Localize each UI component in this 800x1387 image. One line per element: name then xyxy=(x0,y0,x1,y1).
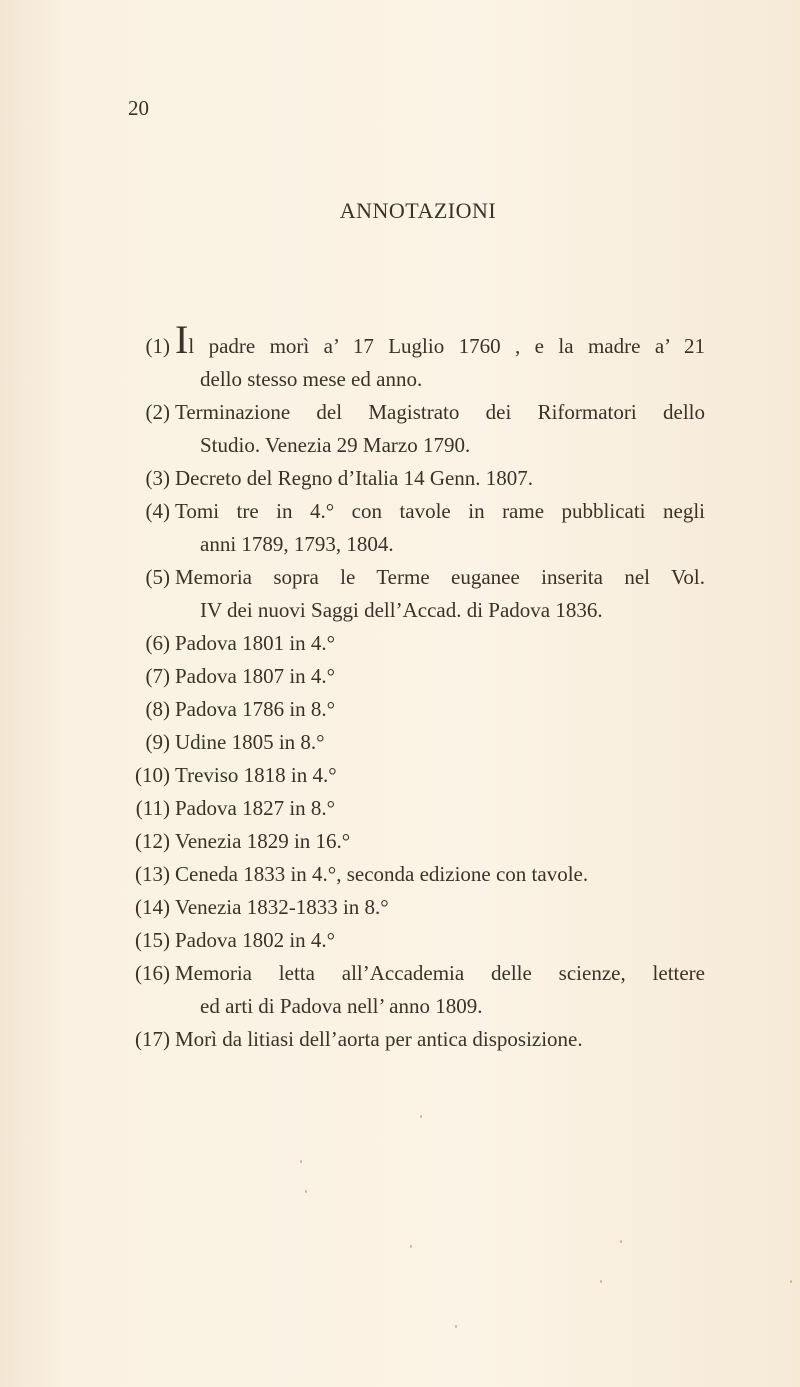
note-text: Udine 1805 in 8.° xyxy=(175,730,325,754)
note-text: Padova 1827 in 8.° xyxy=(175,796,336,820)
note-text-continuation: ed arti di Padova nell’ anno 1809. xyxy=(200,994,483,1018)
note-marker: (2) xyxy=(145,400,170,424)
note-marker: (6) xyxy=(145,631,170,655)
foxing-spot xyxy=(620,1240,622,1243)
note-marker: (11) xyxy=(135,796,170,820)
foxing-spot xyxy=(790,1280,792,1283)
note-text: Padova 1807 in 4.° xyxy=(175,664,336,688)
foxing-spot xyxy=(455,1325,457,1328)
note-marker: (3) xyxy=(145,466,170,490)
note-text: Decreto del Regno d’Italia 14 Genn. 1807. xyxy=(175,466,534,490)
note-marker: (13) xyxy=(135,862,170,886)
note-marker: (9) xyxy=(145,730,170,754)
page-number: 20 xyxy=(128,96,149,120)
note-text-body: l padre morì a’ 17 Luglio 1760 , e la madre a’ 21 xyxy=(188,334,705,358)
note-marker: (10) xyxy=(135,763,170,787)
note-text-continuation: anni 1789, 1793, 1804. xyxy=(200,532,394,556)
note-marker: (7) xyxy=(145,664,170,688)
note-text: Tomi tre in 4.° con tavole in rame pubblicati negli xyxy=(175,499,705,523)
foxing-spot xyxy=(305,1190,307,1193)
note-text: Padova 1802 in 4.° xyxy=(175,928,336,952)
foxing-spot xyxy=(600,1280,602,1283)
section-title: ANNOTAZIONI xyxy=(339,198,497,223)
note-text-continuation: IV dei nuovi Saggi dell’Accad. di Padova 1836. xyxy=(200,598,603,622)
foxing-spot xyxy=(410,1245,412,1248)
note-text xyxy=(175,317,705,363)
note-text: Morì da litiasi dell’aorta per antica disposizione. xyxy=(175,1027,583,1051)
note-marker: (14) xyxy=(135,895,170,919)
note-marker: (5) xyxy=(145,565,170,589)
note-marker: (4) xyxy=(145,499,170,523)
note-text: Ceneda 1833 in 4.°, seconda edizione con tavole. xyxy=(175,862,589,886)
note-text: Treviso 1818 in 4.° xyxy=(175,763,337,787)
note-text: Padova 1786 in 8.° xyxy=(175,697,336,721)
note-text: Padova 1801 in 4.° xyxy=(175,631,336,655)
note-text: Terminazione del Magistrato dei Riformatori dello xyxy=(175,400,705,424)
note-text-continuation: dello stesso mese ed anno. xyxy=(200,367,423,391)
note-marker: (12) xyxy=(135,829,170,853)
note-text-continuation: Studio. Venezia 29 Marzo 1790. xyxy=(200,433,471,457)
drop-cap: I xyxy=(175,317,189,362)
note-text: Venezia 1832-1833 in 8.° xyxy=(175,895,389,919)
note-marker: (15) xyxy=(135,928,170,952)
note-marker: (17) xyxy=(135,1027,170,1051)
note-marker: (1) xyxy=(145,334,170,358)
note-text: Memoria letta all’Accademia delle scienze, lettere xyxy=(175,961,705,985)
note-text: Venezia 1829 in 16.° xyxy=(175,829,351,853)
note-marker: (16) xyxy=(135,961,170,985)
note-text: Memoria sopra le Terme euganee inserita nel Vol. xyxy=(175,565,705,589)
note-marker: (8) xyxy=(145,697,170,721)
foxing-spot xyxy=(420,1115,422,1118)
foxing-spot xyxy=(300,1160,302,1163)
